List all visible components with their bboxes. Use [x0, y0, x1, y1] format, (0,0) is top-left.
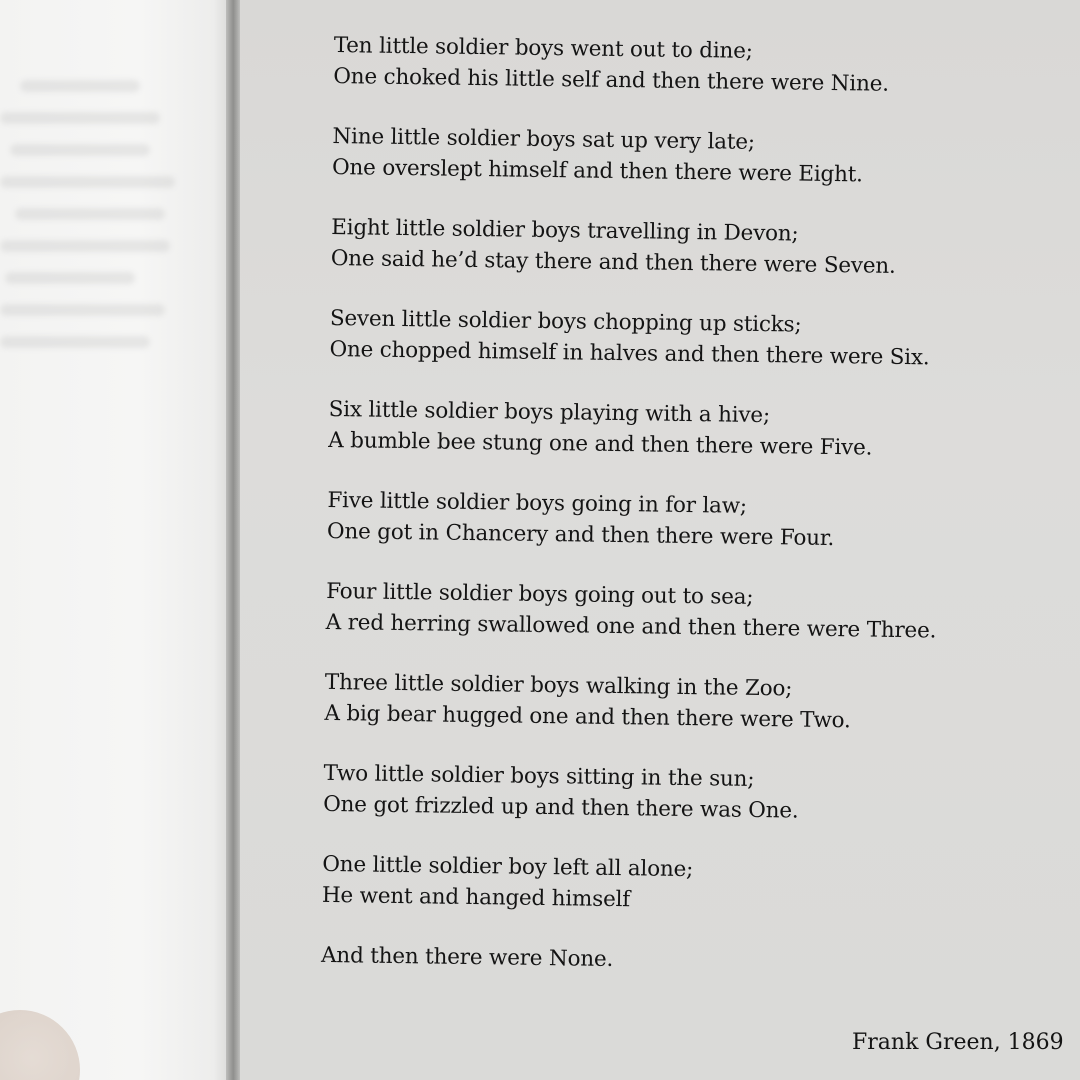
show-through-text: [0, 80, 232, 460]
left-page: [0, 0, 232, 1080]
stanza: [322, 849, 1023, 921]
poem-line: Four little soldier boys going out to sea;: [325, 578, 754, 610]
poem-final-line: And then there were None.: [320, 942, 614, 972]
stanza: [324, 667, 1025, 739]
stanza: [329, 303, 1030, 375]
author-credit: Frank Green, 1869: [852, 1030, 1064, 1055]
poem-line: One got frizzled up and then there was One.: [323, 791, 799, 824]
poem-line: One overslept himself and then there were Eight.: [331, 154, 863, 188]
poem-line: He went and hanged himself: [321, 882, 631, 913]
final-stanza: [321, 940, 1021, 981]
stanza: [331, 212, 1032, 284]
poem-line: One choked his little self and then there were Nine.: [333, 63, 890, 97]
stanza: [332, 121, 1033, 193]
stanza: [323, 758, 1024, 830]
poem-line: Seven little soldier boys chopping up sticks;: [329, 305, 802, 338]
poem-line: Nine little soldier boys sat up very late;: [332, 123, 756, 155]
poem-line: A red herring swallowed one and then there were Three.: [325, 609, 937, 644]
poem-line: One got in Chancery and then there were Four.: [326, 518, 835, 552]
poem-line: One little soldier boy left all alone;: [322, 851, 694, 883]
poem-line: A bumble bee stung one and then there were Five.: [328, 427, 873, 461]
poem-line: A big bear hugged one and then there were Two.: [324, 700, 851, 734]
poem-line: One chopped himself in halves and then there were Six.: [329, 336, 930, 371]
poem-line: Two little soldier boys sitting in the sun;: [323, 760, 755, 792]
stanza: [327, 485, 1028, 557]
poem-line: Eight little soldier boys travelling in Devon;: [331, 214, 799, 247]
poem: [320, 30, 1033, 1010]
thumb: [0, 1010, 80, 1080]
poem-line: Ten little soldier boys went out to dine;: [333, 32, 753, 64]
poem-line: One said he’d stay there and then there were Seven.: [330, 245, 896, 279]
poem-line: Five little soldier boys going in for law;: [327, 487, 748, 519]
poem-line: Six little soldier boys playing with a hive;: [328, 396, 771, 429]
stanza: [333, 30, 1034, 102]
stanza: [326, 576, 1027, 648]
stanza: [328, 394, 1029, 466]
poem-line: Three little soldier boys walking in the Zoo;: [324, 669, 793, 702]
